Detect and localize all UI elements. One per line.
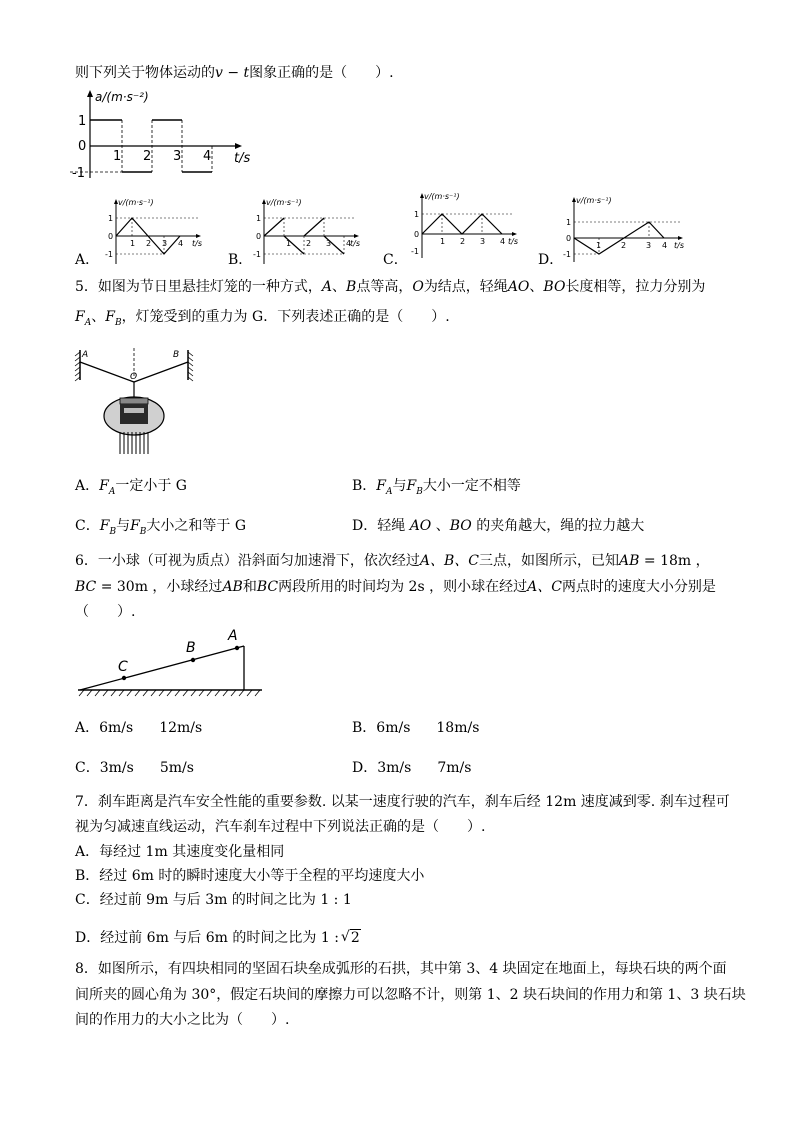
x-tick: 3 (480, 237, 486, 246)
x-tick: 4 (178, 239, 184, 248)
x-tick-2: 2 (143, 149, 152, 164)
x-tick: 2 (146, 239, 152, 248)
point-b-label: B (186, 640, 196, 656)
q6-option-b: B．6m/s 18m/s (352, 720, 480, 736)
v-axis-label: v/(m·s⁻¹) (118, 198, 154, 207)
y-tick: 1 (256, 214, 262, 223)
t-axis-label: t/s (234, 151, 251, 166)
acceleration-time-graph (70, 88, 290, 188)
q7-stem-line1: 7．刹车距离是汽车安全性能的重要参数. 以某一速度行驶的汽车，刹车后经 12m 速度减到零. 刹车过程可 (75, 794, 730, 810)
y-tick: -1 (563, 250, 571, 259)
q5-option-b: B．$F_A$与$F_B$大小一定不相等 (352, 478, 521, 497)
q5-option-d: D．轻绳 AO 、BO 的夹角越大，绳的拉力越大 (352, 518, 645, 534)
x-tick: 1 (596, 241, 602, 250)
x-tick: 2 (460, 237, 466, 246)
x-tick: 1 (130, 239, 136, 248)
q4-stem: 则下列关于物体运动的v − t图象正确的是（ ）. (75, 65, 394, 81)
point-a-label: A (82, 350, 89, 360)
q5-option-a: A．$F_A$一定小于 G (75, 478, 187, 497)
q6-stem-line3: （ ）. (75, 604, 136, 620)
v-axis-label: v/(m·s⁻¹) (266, 198, 302, 207)
q4-option-b-graph (238, 196, 368, 268)
point-c-label: C (118, 659, 128, 675)
y-tick: -1 (411, 247, 419, 256)
q4-option-c-graph (396, 190, 526, 262)
x-tick-1: 1 (113, 149, 122, 164)
q8-stem-line1: 8．如图所示，有四块相同的坚固石块垒成弧形的石拱，其中第 3、4 块固定在地面上，每块石块的两个面 (75, 961, 727, 977)
q7-option-c: C．经过前 9m 与后 3m 的时间之比为 1 : 1 (75, 892, 352, 908)
sqrt-symbol: √ 2 (340, 929, 360, 946)
point-o-label: O (130, 372, 138, 382)
y-tick: 0 (108, 232, 114, 241)
y-tick: 0 (256, 232, 262, 241)
y-tick: 1 (108, 214, 114, 223)
y-tick: 1 (566, 218, 572, 227)
x-tick: 1 (440, 237, 446, 246)
q6-stem-line2: BC = 30m ，小球经过AB和BC两段所用的时间均为 2s ，则小球在经过A、C两点时的速度大小分别是 (75, 579, 716, 595)
q8-stem-line2: 间所夹的圆心角为 30°，假定石块间的摩擦力可以忽略不计，则第 1、2 块石块间的作用力和第 1、3 块石块 (75, 987, 746, 1003)
y-tick: 0 (566, 234, 572, 243)
x-tick: 4 (346, 239, 352, 248)
q4-option-d-letter: D． (538, 252, 564, 268)
a-axis-label: a/(m·s⁻²) (95, 90, 149, 104)
x-tick-3: 3 (173, 149, 182, 164)
x-tick: 2 (306, 239, 312, 248)
x-tick: 3 (162, 239, 168, 248)
y-tick: -1 (105, 250, 113, 259)
q6-stem-line1: 6．一小球（可视为质点）沿斜面匀加速滑下，依次经过A、B、C三点，如图所示，已知AB = 18m ， (75, 553, 710, 569)
q5-stem-line1: 5．如图为节日里悬挂灯笼的一种方式，A、B点等高，O为结点，轻绳AO、BO长度相等，拉力分别为 (75, 279, 706, 295)
v-axis-label: v/(m·s⁻¹) (424, 192, 460, 201)
q4-option-b-letter: B． (228, 252, 253, 268)
q6-option-d: D．3m/s 7m/s (352, 760, 472, 776)
y-tick-0: 0 (78, 139, 87, 154)
incline-figure (74, 626, 266, 698)
y-tick: 0 (414, 230, 420, 239)
x-tick: 4 (500, 237, 506, 246)
x-tick: 2 (621, 241, 627, 250)
y-tick-neg1: -1 (72, 166, 85, 181)
q7-option-a: A．每经过 1m 其速度变化量相同 (75, 844, 285, 860)
lantern-figure (72, 346, 202, 458)
x-tick: 3 (646, 241, 652, 250)
q4-option-a-letter: A． (75, 252, 100, 268)
q4-option-c-letter: C． (383, 252, 408, 268)
point-a-label: A (228, 628, 238, 644)
q4-option-d-graph (552, 194, 692, 266)
q4-option-a-graph (90, 196, 210, 268)
q6-option-a: A．6m/s 12m/s (75, 720, 203, 736)
q6-option-c: C．3m/s 5m/s (75, 760, 194, 776)
point-b-label: B (173, 350, 180, 360)
x-tick: 3 (326, 239, 332, 248)
q5-stem-line2: $F_A$、$F_B$，灯笼受到的重力为 G．下列表述正确的是（ ）. (75, 309, 450, 328)
q5-option-c: C．$F_B$与$F_B$大小之和等于 G (75, 518, 247, 537)
q7-option-d: D．经过前 6m 与后 6m 的时间之比为 1 : √ 2 (75, 929, 360, 946)
t-axis-label: t/s (192, 239, 202, 248)
y-tick: -1 (253, 250, 261, 259)
x-tick: 1 (286, 239, 292, 248)
y-tick: 1 (414, 210, 420, 219)
t-axis-label: t/s (350, 239, 360, 248)
t-axis-label: t/s (674, 241, 684, 250)
t-axis-label: t/s (508, 237, 518, 246)
x-tick-4: 4 (203, 149, 212, 164)
y-tick-1: 1 (78, 114, 87, 129)
q7-option-b: B．经过 6m 时的瞬时速度大小等于全程的平均速度大小 (75, 868, 425, 884)
v-axis-label: v/(m·s⁻¹) (576, 196, 612, 205)
q8-stem-line3: 间的作用力的大小之比为（ ）. (75, 1012, 290, 1028)
q7-stem-line2: 视为匀减速直线运动，汽车刹车过程中下列说法正确的是（ ）. (75, 819, 486, 835)
x-tick: 4 (662, 241, 668, 250)
